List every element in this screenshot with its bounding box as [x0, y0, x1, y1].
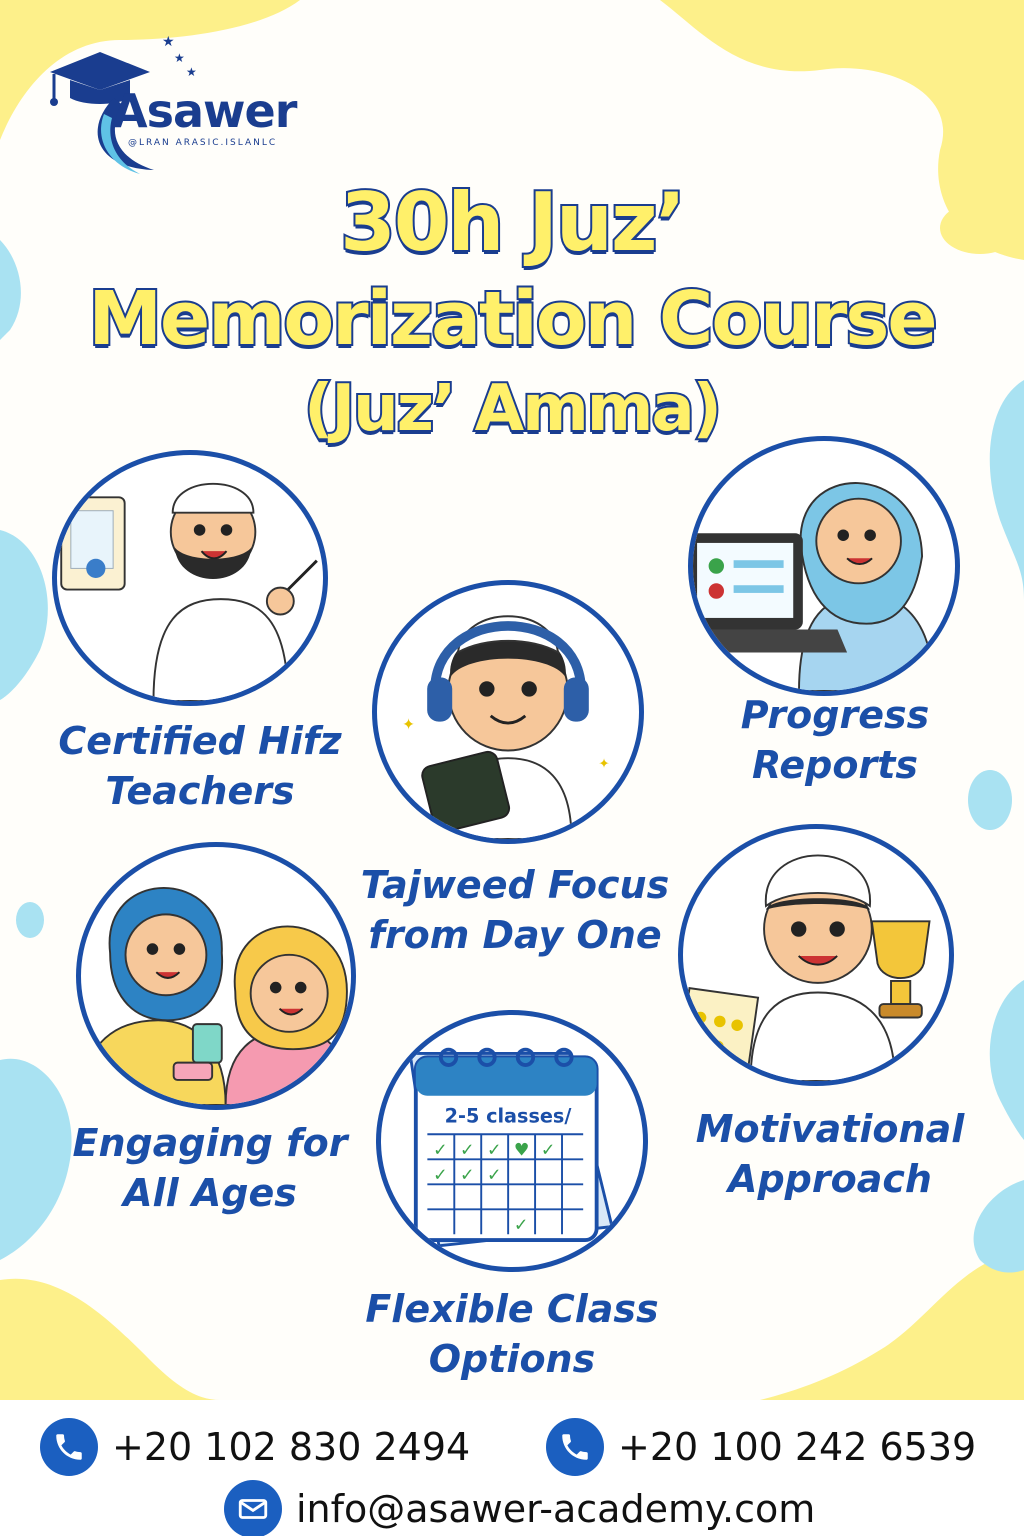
mail-icon	[224, 1480, 282, 1536]
svg-text:✦: ✦	[402, 715, 416, 734]
svg-text:♥: ♥	[513, 1140, 530, 1161]
feature-tajweed-line1: Tajweed Focus	[360, 863, 670, 907]
brand-tagline: @LRAN ARASIC.ISLANLC	[128, 138, 278, 148]
phone-number-1: +20 102 830 2494	[112, 1425, 471, 1469]
feature-certified-teachers	[40, 716, 360, 816]
calendar-label: 2-5 classes/	[444, 1104, 572, 1128]
svg-text:✓: ✓	[460, 1140, 475, 1161]
brand-logo	[44, 28, 344, 178]
phone-contact-1[interactable]	[40, 1418, 470, 1476]
laptop-student-illustration	[688, 436, 960, 696]
trophy-student-illustration	[678, 824, 954, 1086]
svg-text:✓: ✓	[433, 1140, 448, 1161]
brand-name: Asawer	[112, 84, 297, 138]
feature-motivational-line2: Approach	[728, 1157, 932, 1201]
contact-footer	[0, 1400, 1024, 1536]
feature-progress-reports	[700, 690, 970, 790]
feature-certified-line1: Certified Hifz	[58, 719, 342, 763]
svg-text:✓: ✓	[433, 1165, 448, 1186]
svg-text:✓: ✓	[486, 1140, 502, 1161]
svg-text:★: ★	[174, 51, 185, 65]
title-line-2: Memorization Course	[88, 276, 936, 362]
phone-number-2: +20 100 242 6539	[618, 1425, 977, 1469]
email-address: info@asawer-academy.com	[296, 1487, 816, 1531]
phone-icon	[40, 1418, 98, 1476]
feature-motivational-approach	[680, 1104, 980, 1204]
svg-text:✓: ✓	[513, 1215, 529, 1236]
phone-contact-2[interactable]	[546, 1418, 976, 1476]
svg-text:✓: ✓	[486, 1165, 502, 1186]
feature-progress-line1: Progress	[740, 693, 930, 737]
title-line-1: 30h Juz’	[340, 176, 684, 269]
title-line-3: (Juz’ Amma)	[304, 372, 720, 446]
svg-text:★: ★	[186, 65, 197, 79]
feature-engaging-all-ages	[50, 1118, 370, 1218]
feature-progress-line2: Reports	[752, 743, 918, 787]
svg-text:✦: ✦	[598, 756, 610, 772]
feature-flexible-line1: Flexible Class	[365, 1287, 659, 1331]
svg-text:✓: ✓	[540, 1140, 556, 1161]
feature-engaging-line1: Engaging for	[72, 1121, 348, 1165]
svg-text:★: ★	[162, 34, 175, 50]
feature-engaging-line2: All Ages	[123, 1171, 297, 1215]
svg-text:✓: ✓	[460, 1165, 475, 1186]
feature-flexible-line2: Options	[428, 1337, 596, 1381]
student-headphones-illustration	[372, 580, 644, 844]
feature-certified-line2: Teachers	[105, 769, 295, 813]
calendar-illustration	[376, 1010, 648, 1272]
feature-motivational-line1: Motivational	[695, 1107, 965, 1151]
feature-flexible-class-options	[352, 1284, 672, 1384]
feature-tajweed-focus	[350, 860, 680, 960]
children-activity-illustration	[76, 842, 356, 1110]
feature-tajweed-line2: from Day One	[368, 913, 662, 957]
phone-icon	[546, 1418, 604, 1476]
teacher-illustration	[52, 450, 328, 706]
email-contact[interactable]	[224, 1480, 815, 1536]
